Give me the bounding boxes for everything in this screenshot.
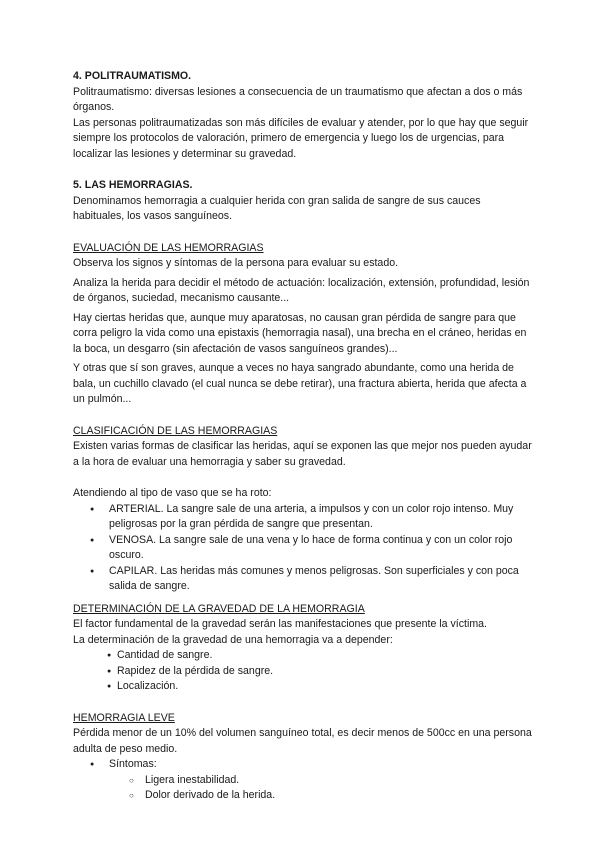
- vessel-type-list: [73, 502, 533, 595]
- list-item-rapidez: ● Rapidez de la pérdida de sangre.: [73, 664, 533, 680]
- clasificacion-paragraph-2: Atendiendo al tipo de vaso que se ha roto:: [73, 487, 272, 499]
- leve-list: [73, 757, 533, 804]
- sintomas-sublist: [73, 773, 533, 804]
- sublist-item-dolor: ○ Dolor derivado de la herida.: [73, 788, 533, 804]
- clasificacion-paragraph-1: Existen varias formas de clasificar las heridas, aquí se exponen las que mejor nos pueden ayudar a la hora de evaluar una hemorragia y saber su gravedad.: [73, 440, 532, 468]
- section-4-paragraph-2: Las personas politraumatizadas son más difíciles de evaluar y atender, por lo que hay que seguir siempre los protocolos de valoración, primero de emergencia y luego los de urgencias, para localizar las lesiones y determinar su gravedad.: [73, 116, 529, 160]
- evaluacion-paragraph-2: Analiza la herida para decidir el método de actuación: localización, extensión, profundidad, lesión de órganos, suciedad, mecanismo causante...: [73, 276, 530, 304]
- list-item-sintomas: [73, 757, 533, 804]
- leve-heading: HEMORRAGIA LEVE: [73, 711, 175, 724]
- section-5-heading: 5. LAS HEMORRAGIAS.: [73, 179, 193, 191]
- clasificacion-heading: CLASIFICACIÓN DE LAS HEMORRAGIAS: [73, 424, 278, 437]
- determinacion-paragraph-1: El factor fundamental de la gravedad serán las manifestaciones que presente la víctima.: [73, 618, 487, 630]
- evaluacion-paragraph-1: Observa los signos y síntomas de la persona para evaluar su estado.: [73, 257, 399, 269]
- determinacion-heading: DETERMINACIÓN DE LA GRAVEDAD DE LA HEMORRAGIA: [73, 602, 365, 615]
- list-item-arterial: ● ARTERIAL. La sangre sale de una arteria, a impulsos y con un color rojo intenso. Muy peligrosas por la gran pérdida de sangre que presentan.: [73, 502, 533, 533]
- sintomas-label: Síntomas:: [109, 758, 157, 770]
- section-5-paragraph-1: Denominamos hemorragia a cualquier herida con gran salida de sangre de sus cauces habituales, los vasos sanguíneos.: [73, 194, 481, 222]
- sublist-item-inestabilidad: ○ Ligera inestabilidad.: [73, 773, 533, 789]
- evaluacion-paragraph-3: Hay ciertas heridas que, aunque muy aparatosas, no causan gran pérdida de sangre para que corra peligro la vida como una epistaxis (hemorragia nasal), una brecha en el cráneo, heridas en la boca, un desgarro (sin afectación de vasos sanguíneos grandes)...: [73, 311, 527, 355]
- evaluacion-heading: EVALUACIÓN DE LAS HEMORRAGIAS: [73, 241, 264, 254]
- severity-factors-list: [73, 648, 533, 695]
- section-4-paragraph-1: Politraumatismo: diversas lesiones a consecuencia de un traumatismo que afectan a dos o más órganos.: [73, 85, 523, 113]
- determinacion-paragraph-2: La determinación de la gravedad de una hemorragia va a depender:: [73, 633, 393, 646]
- list-item-cantidad: ● Cantidad de sangre.: [73, 648, 533, 664]
- list-item-venosa: ● VENOSA. La sangre sale de una vena y lo hace de forma continua y con un color rojo oscuro.: [73, 533, 533, 564]
- list-item-capilar: ● CAPILAR. Las heridas más comunes y menos peligrosas. Son superficiales y con poca salida de sangre.: [73, 564, 533, 595]
- evaluacion-paragraph-4: Y otras que sí son graves, aunque a veces no haya sangrado abundante, como una herida de bala, un cuchillo clavado (el cual nunca se debe retirar), una fractura abierta, herida que afecta a un pulmón...: [73, 362, 527, 405]
- list-item-localizacion: ● Localización.: [73, 679, 533, 695]
- section-4-heading: 4. POLITRAUMATISMO.: [73, 70, 192, 82]
- leve-paragraph-1: Pérdida menor de un 10% del volumen sanguíneo total, es decir menos de 500cc en una persona adulta de peso medio.: [73, 727, 532, 755]
- document-content: [73, 69, 533, 804]
